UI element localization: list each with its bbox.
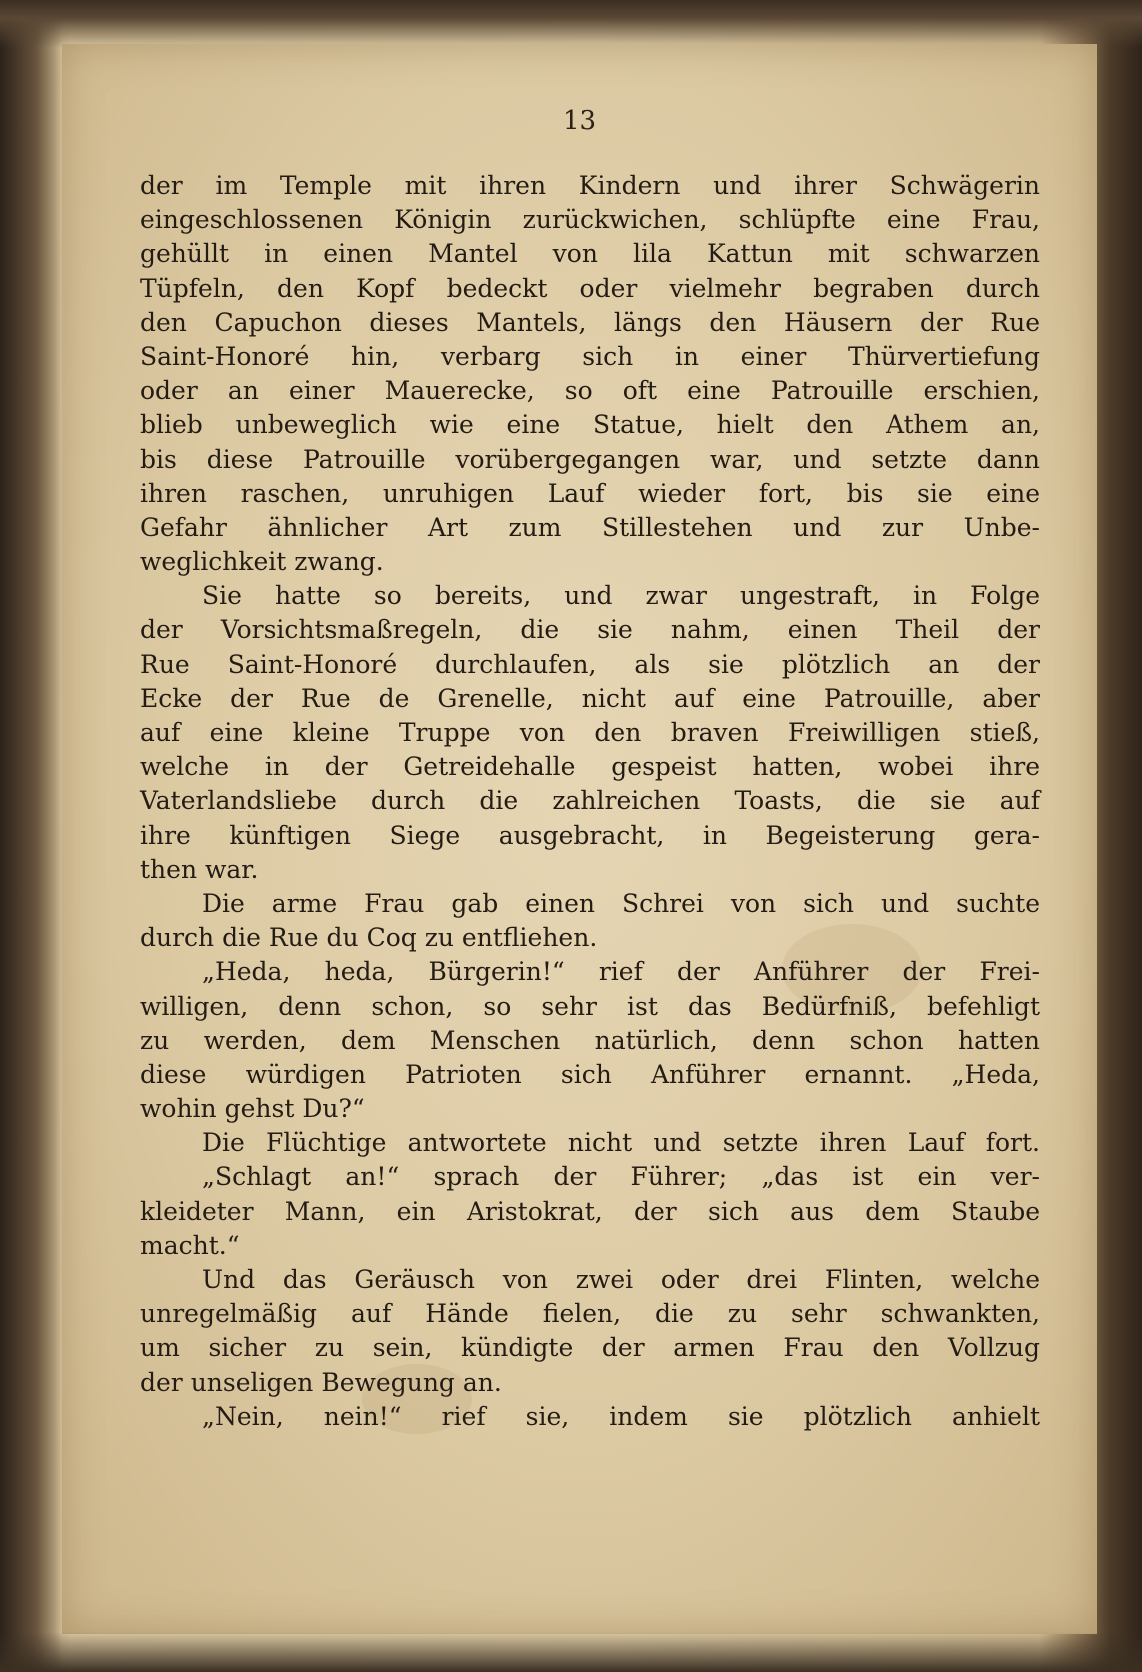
text-line: wohin gehst Du?“ [140, 1094, 365, 1124]
text-line: Und das Geräusch von zwei oder drei Flinten, welche [202, 1265, 1040, 1294]
text-line: diese würdigen Patrioten sich Anführer ernannt. „Heda, [140, 1059, 1040, 1089]
text-line: Rue Saint-Honoré durchlaufen, als sie plötzlich an der [140, 649, 1040, 679]
text-line: „Schlagt an!“ sprach der Führer; „das ist ein ver- [202, 1162, 1040, 1192]
text-line: gehüllt in einen Mantel von lila Kattun mit schwarzen [140, 239, 1040, 269]
book-top-edge [0, 0, 1142, 48]
text-line: der im Temple mit ihren Kindern und ihrer Schwägerin [140, 171, 1040, 200]
text-line: ihre künftigen Siege ausgebracht, in Begeisterung gera- [140, 820, 1040, 850]
text-line: durch die Rue du Coq zu entfliehen. [140, 923, 598, 953]
text-line: blieb unbeweglich wie eine Statue, hielt den Athem an, [140, 410, 1040, 440]
text-line: eingeschlossenen Königin zurückwichen, schlüpfte eine Frau, [140, 205, 1040, 235]
text-line: willigen, denn schon, so sehr ist das Bedürfniß, befehligt [140, 991, 1040, 1021]
text-line: „Nein, nein!“ rief sie, indem sie plötzlich anhielt [202, 1401, 1040, 1431]
text-line: bis diese Patrouille vorübergegangen war, und setzte dann [140, 444, 1040, 474]
body-text [140, 169, 1040, 1434]
text-line: oder an einer Mauerecke, so oft eine Patrouille erschien, [140, 376, 1040, 406]
text-line: um sicher zu sein, kündigte der armen Frau den Vollzug [140, 1333, 1040, 1363]
text-line: Ecke der Rue de Grenelle, nicht auf eine Patrouille, aber [140, 683, 1040, 713]
text-line: then war. [140, 854, 259, 884]
text-line: ihren raschen, unruhigen Lauf wieder fort, bis sie eine [140, 478, 1040, 508]
text-line: weglichkeit zwang. [140, 547, 384, 577]
text-line: Saint-Honoré hin, verbarg sich in einer Thürvertiefung [140, 341, 1040, 371]
text-line: unregelmäßig auf Hände fielen, die zu sehr schwankten, [140, 1299, 1040, 1329]
text-line: Sie hatte so bereits, und zwar ungestraft, in Folge [202, 581, 1040, 611]
text-line: kleideter Mann, ein Aristokrat, der sich aus dem Staube [140, 1196, 1040, 1226]
text-line: Vaterlandsliebe durch die zahlreichen Toasts, die sie auf [140, 786, 1040, 816]
text-line: welche in der Getreidehalle gespeist hatten, wobei ihre [140, 752, 1040, 782]
page-number: 13 [562, 106, 597, 136]
text-line: der unseligen Bewegung an. [140, 1367, 502, 1397]
text-line: der Vorsichtsmaßregeln, die sie nahm, einen Theil der [140, 615, 1040, 645]
text-line: „Heda, heda, Bürgerin!“ rief der Anführer der Frei- [202, 957, 1040, 987]
book-page [62, 44, 1097, 1634]
text-line: Gefahr ähnlicher Art zum Stillestehen und zur Unbe- [140, 512, 1040, 542]
book-gutter [0, 0, 62, 1672]
text-line: Die Flüchtige antwortete nicht und setzte ihren Lauf fort. [202, 1128, 1040, 1158]
book-bottom-edge [0, 1632, 1142, 1672]
text-line: Tüpfeln, den Kopf bedeckt oder vielmehr begraben durch [140, 273, 1040, 303]
text-line: auf eine kleine Truppe von den braven Freiwilligen stieß, [140, 718, 1040, 747]
text-line: macht.“ [140, 1230, 240, 1260]
text-line: zu werden, dem Menschen natürlich, denn schon hatten [140, 1025, 1040, 1055]
text-line: den Capuchon dieses Mantels, längs den Häusern der Rue [140, 307, 1040, 337]
text-line: Die arme Frau gab einen Schrei von sich und suchte [202, 888, 1040, 918]
